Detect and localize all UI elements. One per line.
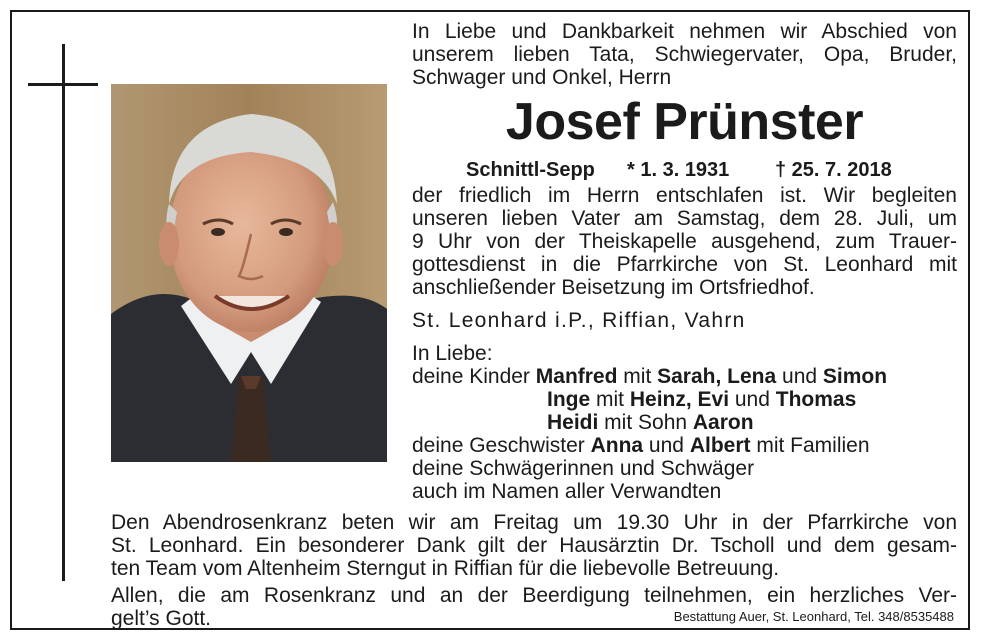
body-line: anschließender Beisetzung im Ortsfriedhof. [412, 276, 815, 299]
funeral-home-credit: Bestattung Auer, St. Leonhard, Tel. 348/8535488 [673, 609, 954, 624]
family-text: mit [617, 365, 658, 388]
closing-line: Allen, die am Rosenkranz und an der Beerdigung teilnehmen, ein herzliches Ver- [111, 584, 957, 607]
cross-icon [62, 44, 65, 581]
intro-line: unserem lieben Tata, Schwiegervater, Opa, Bruder, [412, 43, 957, 66]
in-liebe-label: In Liebe: [412, 342, 493, 365]
portrait-photo [111, 84, 387, 462]
body-line: gottesdienst in die Pfarrkirche von St. Leonhard mit [412, 253, 957, 276]
family-name: Simon [822, 365, 888, 388]
family-name: Heidi [547, 411, 599, 434]
family-name: Albert [689, 434, 751, 457]
death-date: † 25. 7. 2018 [775, 159, 892, 181]
family-text: deine Kinder [412, 365, 536, 388]
body-line: der friedlich im Herrn entschlafen ist. Wir begleiten [412, 184, 957, 207]
closing-line: ten Team vom Altenheim Sterngut in Riffian für die liebevolle Betreuung. [111, 557, 780, 580]
birth-date: * 1. 3. 1931 [627, 159, 730, 181]
deceased-name: Josef Prünster [505, 93, 864, 151]
portrait-illustration [111, 84, 387, 462]
family-name: Inge [547, 388, 591, 411]
family-heidi-line [547, 411, 754, 434]
family-text: mit Sohn [598, 411, 693, 434]
family-relatives-line: auch im Namen aller Verwandten [412, 480, 722, 503]
obituary-notice [10, 10, 970, 630]
family-name: Manfred [535, 365, 618, 388]
family-name: Thomas [775, 388, 857, 411]
closing-line: Den Abendrosenkranz beten wir am Freitag um 19.30 Uhr in der Pfarrkirche von [111, 511, 957, 534]
family-inge-line [547, 388, 856, 411]
family-name: Heinz, Evi [629, 388, 730, 411]
family-text: mit Familien [750, 434, 870, 457]
cross-icon-bar [28, 83, 98, 86]
body-line: 9 Uhr von der Theiskapelle ausgehend, zum Trauer- [412, 230, 957, 253]
family-name: Anna [590, 434, 644, 457]
intro-line: In Liebe und Dankbarkeit nehmen wir Abschied von [412, 20, 957, 43]
family-name: Aaron [692, 411, 754, 434]
closing-line: gelt’s Gott. [111, 607, 211, 630]
family-text: und [643, 434, 690, 457]
family-inlaws-line: deine Schwägerinnen und Schwäger [412, 457, 755, 480]
family-name: Sarah, Lena [657, 365, 777, 388]
intro-line: Schwager und Onkel, Herrn [412, 66, 672, 89]
family-text: deine Geschwister [412, 434, 591, 457]
family-text: und [776, 365, 823, 388]
family-children-line [412, 365, 887, 388]
places-line: St. Leonhard i.P., Riffian, Vahrn [412, 309, 746, 332]
family-siblings-line [412, 434, 870, 457]
nickname: Schnittl-Sepp [466, 159, 595, 181]
closing-line: St. Leonhard. Ein besonderer Dank gilt der Hausärztin Dr. Tscholl und dem gesam- [111, 534, 957, 557]
family-text: mit [590, 388, 630, 411]
body-line: unseren lieben Vater am Samstag, dem 28. Juli, um [412, 207, 957, 230]
family-text: und [729, 388, 776, 411]
